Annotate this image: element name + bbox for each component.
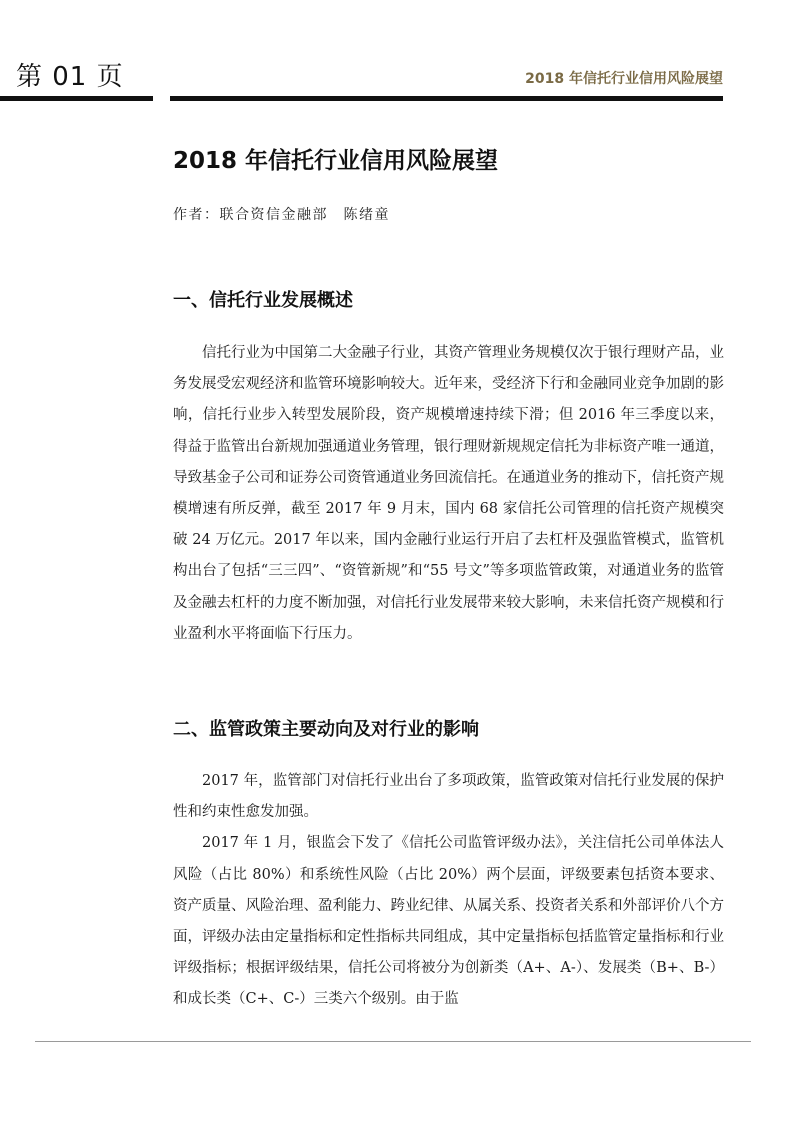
paragraph: 2017 年 1 月，银监会下发了《信托公司监管评级办法》，关注信托公司单体法人风险（占比 80%）和系统性风险（占比 20%）两个层面，评级要素包括资本要求、资产质量、风险治理、盈利能力、跨业纪律、从属关系、投资者关系和外部评价八个方面，评级办法由定量指标和定性指标共同组成，其中定量指标包括监管定量指标和行业评级指标；根据评级结果，信托公司将被分为创新类（A+、A-）、发展类（B+、B-）和成长类（C+、C-）三类六个级别。由于监 — [173, 835, 724, 1008]
paragraph: 2017 年，监管部门对信托行业出台了多项政策，监管政策对信托行业发展的保护性和约束性愈发加强。 — [173, 773, 724, 821]
document-title: 2018 年信托行业信用风险展望 — [173, 148, 499, 174]
running-header-title: 2018 年信托行业信用风险展望 — [525, 71, 723, 87]
section-body-regulation — [173, 766, 724, 1016]
footer-rule — [35, 1041, 751, 1042]
header-rule-right — [170, 96, 723, 101]
section-body-overview — [173, 338, 724, 650]
paragraph: 信托行业为中国第二大金融子行业，其资产管理业务规模仅次于银行理财产品，业务发展受宏观经济和监管环境影响较大。近年来，受经济下行和金融同业竞争加剧的影响，信托行业步入转型发展阶段，资产规模增速持续下滑；但 2016 年三季度以来，得益于监管出台新规加强通道业务管理，银行理财新规规定信托为非标资产唯一通道，导致基金子公司和证券公司资管通道业务回流信托。在通道业务的推动下，信托资产规模增速有所反弹，截至 2017 年 9 月末，国内 68 家信托公司管理的信托资产规模突破 24 万亿元。2017 年以来，国内金融行业运行开启了去杠杆及强监管模式，监管机构出台了包括“三三四”、“资管新规”和“55 号文”等多项监管政策，对通道业务的监管及金融去杠杆的力度不断加强，对信托行业发展带来较大影响，未来信托资产规模和行业盈利水平将面临下行压力。 — [173, 345, 724, 642]
section-heading-overview: 一、信托行业发展概述 — [173, 290, 353, 311]
page-number: 第 01 页 — [16, 62, 124, 92]
author-line: 作者：联合资信金融部 陈绪童 — [173, 207, 390, 223]
header-rule-left — [0, 96, 153, 101]
section-heading-regulation: 二、监管政策主要动向及对行业的影响 — [173, 719, 479, 740]
